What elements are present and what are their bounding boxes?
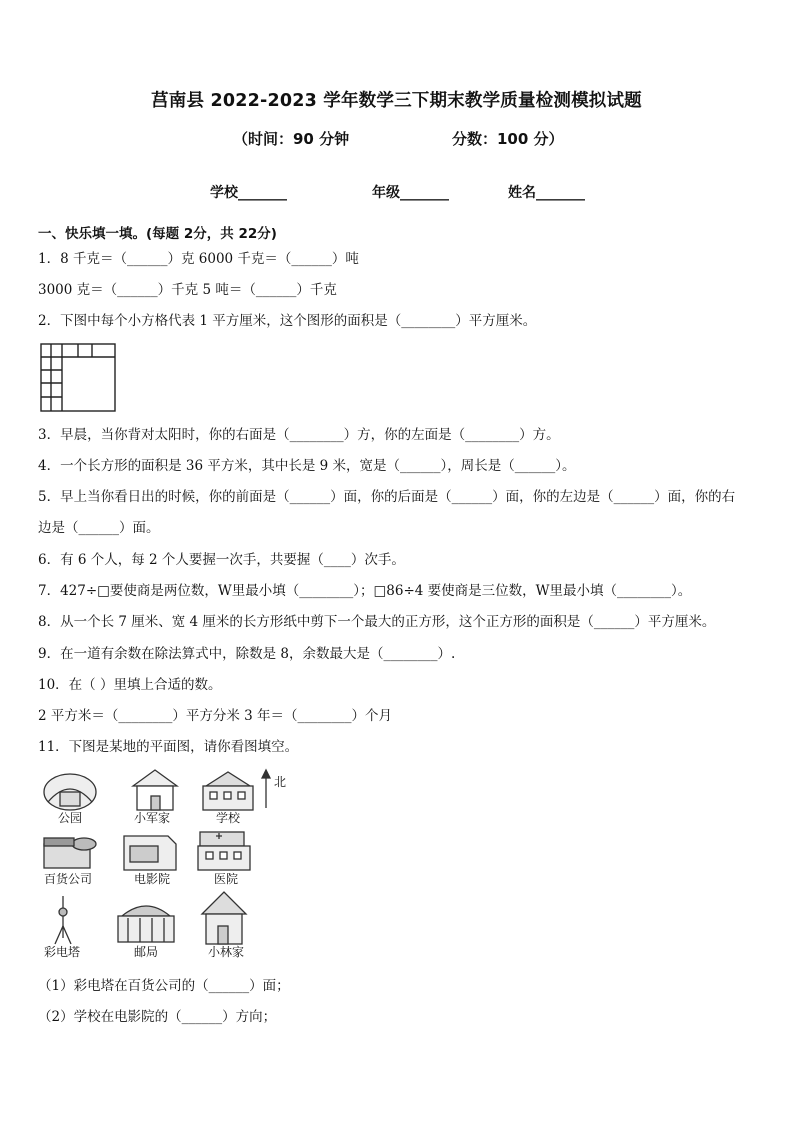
label-post-office: 邮局 xyxy=(134,945,159,959)
post-office-icon xyxy=(118,906,174,942)
question-10: 10．在（ ）里填上合适的数。 xyxy=(38,677,222,693)
page-title: 莒南县 2022-2023 学年数学三下期末教学质量检测模拟试题 xyxy=(151,91,642,111)
question-2: 2．下图中每个小方格代表 1 平方厘米，这个图形的面积是（________）平方厘米。 xyxy=(38,313,537,329)
label-cinema: 电影院 xyxy=(134,872,171,886)
question-3: 3．早晨，当你背对太阳时，你的右面是（________）方，你的左面是（________）方。 xyxy=(38,427,560,443)
question-7: 7．427÷□要使商是两位数，W里最小填（________）；□86÷4 要使商是三位数，W里最小填（________）。 xyxy=(38,583,692,599)
question-11-part1: （1）彩电塔在百货公司的（______）面； xyxy=(38,978,290,994)
label-tv-tower: 彩电塔 xyxy=(44,945,81,959)
label-hospital: 医院 xyxy=(214,872,239,886)
name-field[interactable]: 姓名_______ xyxy=(508,185,585,201)
department-store-icon xyxy=(44,838,96,868)
hospital-icon xyxy=(198,832,250,870)
park-icon xyxy=(44,774,96,810)
plan-map-figure xyxy=(38,766,298,961)
question-10-items: 2 平方米＝（________）平方分米 3 年＝（________）个月 xyxy=(38,708,393,724)
house-icon xyxy=(202,892,246,944)
north-label: 北 xyxy=(274,775,287,789)
tv-tower-icon xyxy=(55,896,71,944)
area-grid-figure xyxy=(40,343,116,412)
question-9: 9．在一道有余数在除法算式中，除数是 8，余数最大是（________）. xyxy=(38,646,456,662)
exam-time: （时间：90 分钟 xyxy=(233,130,350,148)
house-icon xyxy=(133,770,177,810)
question-1b: 3000 克＝（______）千克 5 吨＝（______）千克 xyxy=(38,282,337,298)
cinema-icon xyxy=(124,836,176,870)
question-11: 11．下图是某地的平面图，请你看图填空。 xyxy=(38,739,299,755)
label-park: 公园 xyxy=(58,811,83,825)
grade-field[interactable]: 年级_______ xyxy=(372,185,449,201)
label-xiaojun-home: 小军家 xyxy=(134,811,171,825)
exam-score: 分数：100 分） xyxy=(452,130,564,148)
question-1a: 1．8 千克＝（______）克 6000 千克＝（______）吨 xyxy=(38,251,359,267)
question-8: 8．从一个长 7 厘米、宽 4 厘米的长方形纸中剪下一个最大的正方形，这个正方形的面积是（______）平方厘米。 xyxy=(38,614,716,630)
question-11-part2: （2）学校在电影院的（______）方向； xyxy=(38,1009,277,1025)
section-heading: 一、快乐填一填。(每题 2分，共 22分) xyxy=(38,226,277,242)
school-icon xyxy=(203,772,253,810)
school-field[interactable]: 学校_______ xyxy=(210,185,287,201)
label-department-store: 百货公司 xyxy=(44,872,93,886)
question-5b: 边是（______）面。 xyxy=(38,520,160,536)
question-6: 6．有 6 个人，每 2 个人要握一次手，共要握（____）次手。 xyxy=(38,552,405,568)
label-xiaolin-home: 小林家 xyxy=(208,945,245,959)
label-school: 学校 xyxy=(216,811,241,825)
north-arrow-icon xyxy=(262,770,270,808)
question-5a: 5．早上当你看日出的时候，你的前面是（______）面，你的后面是（______）面，你的左边是（______）面，你的右 xyxy=(38,489,736,505)
question-4: 4．一个长方形的面积是 36 平方米，其中长是 9 米，宽是（______），周长是（______）。 xyxy=(38,458,576,474)
